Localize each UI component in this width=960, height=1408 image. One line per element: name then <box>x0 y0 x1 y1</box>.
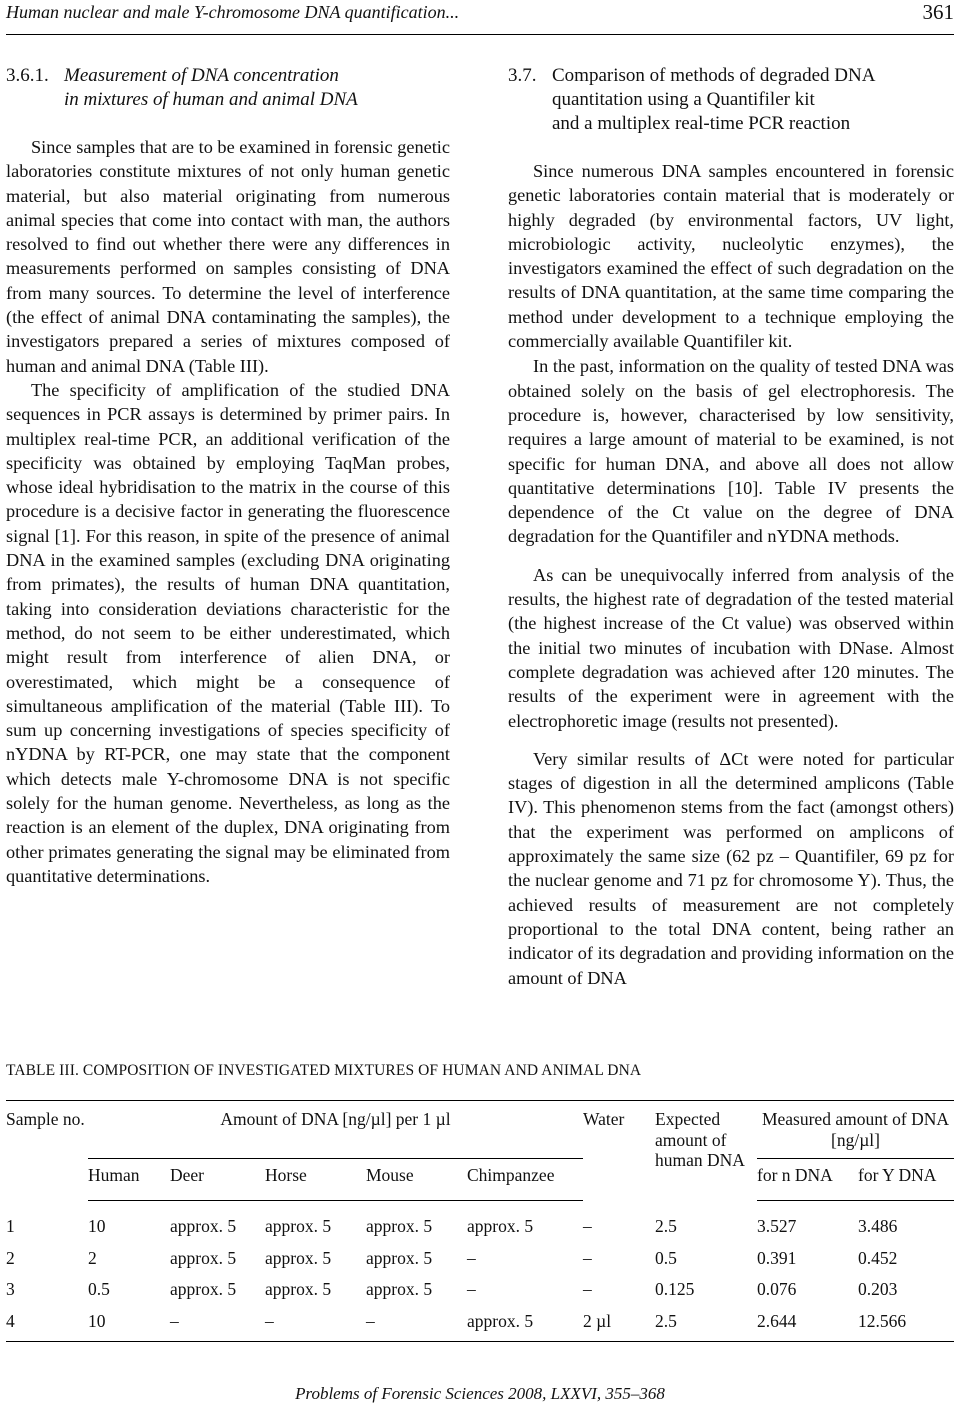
body-paragraph: The specificity of amplification of the studied DNA sequences in PCR assays is determined by primer pairs. In multiplex real-time PCR, an additional verification of the specificity was obtained by employing TaqMan probes, whose ideal hybridisation to the matrix in the course of this procedure is a decisive factor in generating the fluorescence signal [1]. For this reason, in spite of the presence of animal DNA in the examined samples (excluding DNA originating from primates), the results of human DNA quantitation, taking into consideration deviations characteristic for the method, do not seem to be either underestimated, which might result from interference of alien DNA, or overestimated, which might be a consequence of simultaneous amplification of the material (Table III). To sum up concerning investigations of species specificity of nYDNA by RT-PCR, one may state that the component which detects male Y-chromosome DNA is not specific solely for the human genome. Nevertheless, as long as the reaction is an element of the duplex, DNA originating from other primates generating the signal may be eliminated from quantitative determinations. <box>6 379 450 886</box>
header-amount-group: Amount of DNA [ng/µl] per 1 µl <box>88 1101 583 1159</box>
section-heading-3-6-1 <box>6 64 450 112</box>
table-cell: 0.076 <box>757 1279 797 1299</box>
header-for-y: for Y DNA <box>858 1159 954 1201</box>
table-cell: – <box>265 1305 366 1341</box>
table-cell: 3 <box>6 1279 15 1299</box>
right-column <box>508 64 954 990</box>
table-cell: 2 <box>88 1247 97 1268</box>
table-cell: – <box>583 1247 592 1268</box>
table-cell: 10 <box>88 1305 170 1341</box>
body-paragraph: Since numerous DNA samples encountered in forensic genetic laboratories contain material that is moderately or highly degraded (by environmental factors, UV light, microbiologic activity, nucleolytic enzymes), the investigators examined the effect of such degradation on the results of DNA quantitation, at the same time comparing the method under development to a technique employing the commercially available Quantifiler kit. <box>508 161 954 352</box>
page-number: 361 <box>922 0 954 24</box>
section-title-line: Measurement of DNA concentration <box>64 65 339 86</box>
table-row <box>6 1242 954 1274</box>
table-cell: approx. 5 <box>170 1216 237 1236</box>
table-cell: 3.486 <box>858 1216 898 1236</box>
body-paragraph: In the past, information on the quality of tested DNA was obtained solely on the basis of gel electrophoresis. The procedure is, however, characterised by low sensitivity, requires a large amount of material to be examined, is not specific for human DNA, and above all does not allow quantitative determinations [10]. Table IV presents the dependence of the Ct value on the degree of DNA degradation for the Quantifiler and nYDNA methods. <box>508 356 954 547</box>
table-cell: approx. 5 <box>170 1247 237 1268</box>
table-cell: – <box>366 1305 467 1341</box>
table-cell: 0.203 <box>858 1279 898 1299</box>
section-title-line: and a multiplex real-time PCR reaction <box>552 113 851 134</box>
section-title-line: Comparison of methods of degraded DNA <box>552 65 876 86</box>
table-cell: – <box>583 1279 592 1299</box>
table-cell: 2.5 <box>655 1215 677 1236</box>
table-cell: approx. 5 <box>467 1216 534 1236</box>
header-sample-no: Sample no. <box>6 1101 88 1201</box>
table-cell: 0.125 <box>655 1279 695 1299</box>
table-cell: approx. 5 <box>366 1247 433 1268</box>
body-paragraph: As can be unequivocally inferred from analysis of the results, the highest rate of degradation of the tested material (the highest increase of the Ct value) was observed within the initial two minutes of incubation with DNase. Almost complete degradation was achieved after 120 minutes. The results of the experiment were in agreement with the electrophoretic image (results not presented). <box>508 564 954 731</box>
table-cell: approx. 5 <box>265 1247 332 1268</box>
table-cell: 0.452 <box>858 1247 898 1268</box>
body-paragraph: Very similar results of ΔCt were noted for particular stages of digestion in all the determined amplicons (Table IV). This phenomenon stems from the fact (amongst others) that the experiment was performed on amplicons of approximately the same size (62 pz – Quantifiler, 69 pz for the nuclear genome and 71 pz for chromosome Y). Thus, the achieved results of measurement are not completely proportional to the total DNA content, being rather an indicator of its degradation and providing information on the amount of DNA <box>508 748 954 988</box>
section-number: 3.6.1. <box>6 65 49 86</box>
table-cell: – <box>583 1215 592 1236</box>
table-cell: approx. 5 <box>467 1305 583 1341</box>
table-row <box>6 1200 954 1242</box>
table-cell: 2.644 <box>757 1305 858 1341</box>
table-cell: approx. 5 <box>265 1279 332 1299</box>
section-number: 3.7. <box>508 65 537 86</box>
table-cell: 2 µl <box>583 1305 655 1341</box>
running-header <box>6 0 954 35</box>
table-cell: 2.5 <box>655 1305 757 1341</box>
table-cell: – <box>467 1247 476 1268</box>
running-title: Human nuclear and male Y-chromosome DNA quantification... <box>6 2 460 22</box>
table-cell: – <box>170 1305 265 1341</box>
table-cell: 0.5 <box>655 1247 677 1268</box>
table-row <box>6 1305 954 1341</box>
table-cell: approx. 5 <box>265 1216 332 1236</box>
section-title-line: in mixtures of human and animal DNA <box>64 89 358 110</box>
header-chimpanzee: Chimpanzee <box>467 1159 583 1201</box>
table-cell: approx. 5 <box>366 1216 433 1236</box>
table-cell: approx. 5 <box>170 1279 237 1299</box>
header-for-n: for n DNA <box>757 1159 858 1201</box>
table-cell: approx. 5 <box>366 1279 433 1299</box>
table-cell: 2 <box>6 1247 15 1268</box>
table-cell: 0.391 <box>757 1247 797 1268</box>
section-heading-3-7 <box>508 64 954 136</box>
table-cell: 12.566 <box>858 1305 954 1341</box>
header-mouse: Mouse <box>366 1159 467 1201</box>
header-expected: Expected amount of human DNA <box>655 1101 757 1201</box>
mixtures-table <box>6 1100 954 1342</box>
table-cell: – <box>467 1279 476 1299</box>
header-horse: Horse <box>265 1159 366 1201</box>
table-cell: 10 <box>88 1216 106 1236</box>
header-deer: Deer <box>170 1159 265 1201</box>
header-measured-group: Measured amount of DNA [ng/µl] <box>757 1101 954 1159</box>
section-title-line: quantitation using a Quantifiler kit <box>552 89 815 110</box>
table-row <box>6 1274 954 1306</box>
left-column <box>6 64 450 888</box>
table-caption: TABLE III. COMPOSITION OF INVESTIGATED MIXTURES OF HUMAN AND ANIMAL DNA <box>6 1062 642 1079</box>
body-paragraph: Since samples that are to be examined in forensic genetic laboratories constitute mixtures of not only human genetic material, but also material originating from numerous animal species that come into contact with man, the authors resolved to find out whether there were any differences in measurements performed on samples consisting of DNA from many sources. To determine the level of interference (the effect of animal DNA contaminating the samples), the investigators prepared a series of mixtures composed of human and animal DNA (Table III). <box>6 137 450 376</box>
table-cell: 4 <box>6 1305 88 1341</box>
header-water: Water <box>583 1101 655 1201</box>
header-human: Human <box>88 1159 170 1201</box>
table-cell: 1 <box>6 1215 15 1236</box>
journal-citation: Problems of Forensic Sciences 2008, LXXVI, 355–368 <box>295 1384 665 1403</box>
table-cell: 0.5 <box>88 1279 110 1299</box>
table-cell: 3.527 <box>757 1216 797 1236</box>
